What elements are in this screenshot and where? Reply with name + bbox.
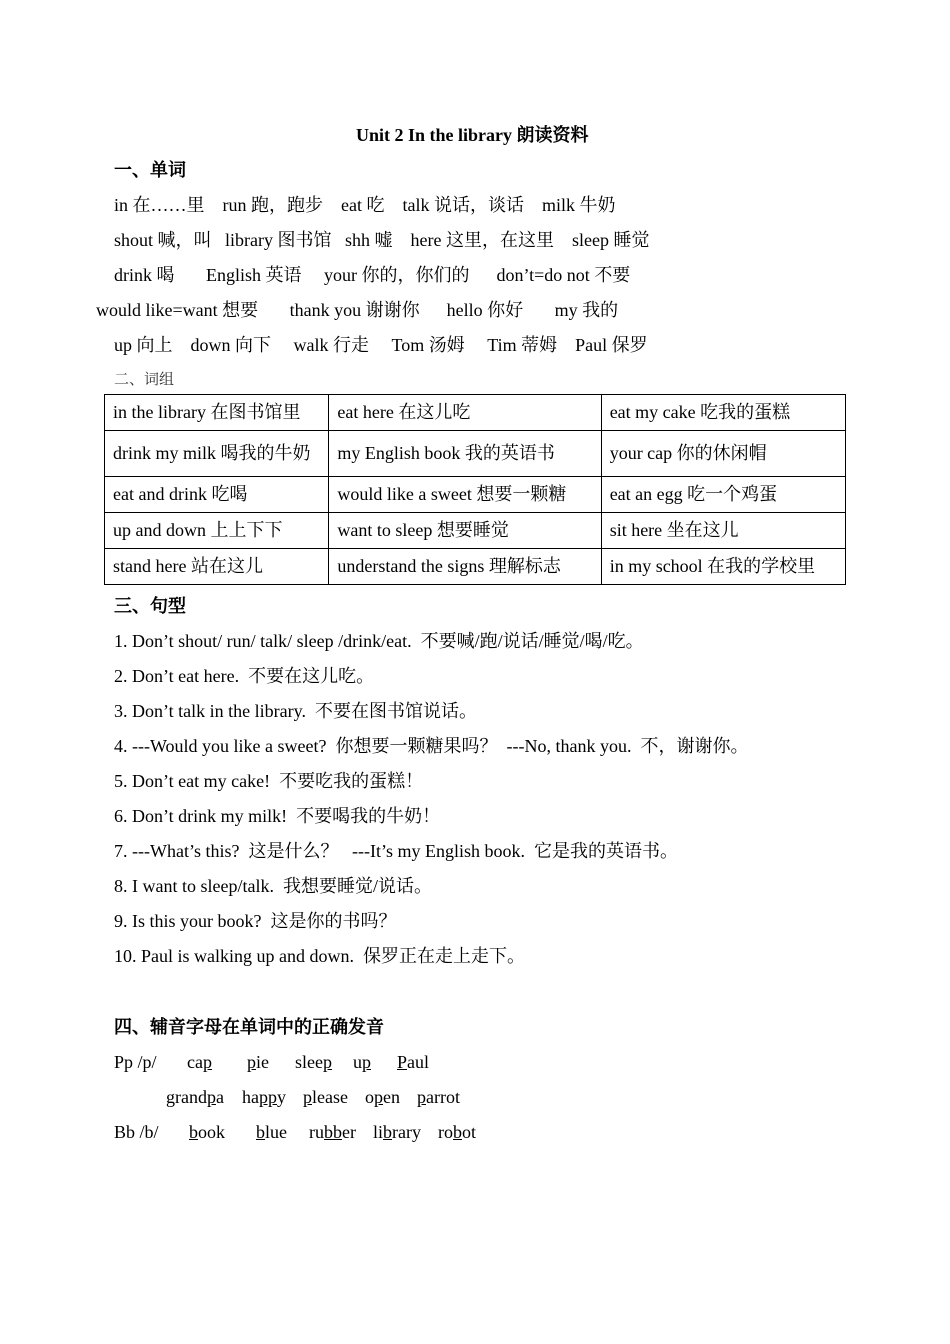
phonics-word: pie: [247, 1052, 269, 1072]
phonics-label-b: Bb /b/: [114, 1122, 159, 1142]
sentence-line: 7. ---What’s this? 这是什么？ ---It’s my English book. 它是我的英语书。: [114, 841, 678, 861]
phonics-word: parrot: [417, 1087, 460, 1107]
phonics-word: book: [189, 1122, 225, 1142]
word-line: would like=want 想要 thank you 谢谢你 hello 你好 my 我的: [96, 300, 619, 320]
table-cell-text: drink my milk 喝我的牛奶: [113, 442, 311, 463]
sentence-line: 8. I want to sleep/talk. 我想要睡觉/说话。: [114, 876, 432, 896]
table-cell: would like a sweet 想要一颗糖: [329, 477, 601, 513]
phonics-word: happy: [242, 1087, 286, 1107]
phonics-word: rubber: [309, 1122, 356, 1142]
phonics-word: please: [303, 1087, 348, 1107]
table-row: [105, 513, 846, 549]
table-cell: [105, 431, 329, 477]
section-heading-sentences: 三、句型: [114, 596, 186, 616]
table-cell: eat an egg 吃一个鸡蛋: [601, 477, 845, 513]
table-cell: your cap 你的休闲帽: [601, 431, 845, 477]
sentence-line: 9. Is this your book? 这是你的书吗？: [114, 911, 397, 931]
page-title: Unit 2 In the library 朗读资料: [356, 125, 589, 145]
sentence-line: 4. ---Would you like a sweet? 你想要一颗糖果吗？ ---No, thank you. 不，谢谢你。: [114, 736, 749, 756]
table-row: [105, 549, 846, 585]
phonics-word: open: [365, 1087, 400, 1107]
table-cell: in the library 在图书馆里: [105, 395, 329, 431]
phonics-word: Paul: [397, 1052, 430, 1072]
table-row: [105, 431, 846, 477]
sentence-line: 10. Paul is walking up and down. 保罗正在走上走下。: [114, 946, 525, 966]
phonics-label-p: Pp /p/: [114, 1052, 157, 1072]
table-cell: sit here 坐在这儿: [601, 513, 845, 549]
section-heading-words: 一、单词: [114, 160, 186, 180]
word-line: shout 喊，叫 library 图书馆 shh 嘘 here 这里，在这里 sleep 睡觉: [114, 230, 650, 250]
table-row: [105, 395, 846, 431]
table-cell: eat and drink 吃喝: [105, 477, 329, 513]
table-row: [105, 477, 846, 513]
word-line: drink 喝 English 英语 your 你的，你们的 don’t=do not 不要: [114, 265, 631, 285]
table-cell: in my school 在我的学校里: [601, 549, 845, 585]
table-cell: understand the signs 理解标志: [329, 549, 601, 585]
phrase-table: [104, 394, 846, 585]
sentence-line: 5. Don’t eat my cake! 不要吃我的蛋糕！: [114, 771, 424, 791]
sentence-line: 6. Don’t drink my milk! 不要喝我的牛奶！: [114, 806, 441, 826]
sentence-line: 2. Don’t eat here. 不要在这儿吃。: [114, 666, 375, 686]
table-cell: my English book 我的英语书: [329, 431, 601, 477]
section-heading-phrases: 二、词组: [114, 372, 175, 388]
phonics-word: robot: [438, 1122, 477, 1142]
phonics-word: up: [353, 1052, 371, 1072]
phonics-word: sleep: [295, 1052, 332, 1072]
phonics-word: library: [373, 1122, 421, 1142]
phonics-word: blue: [256, 1122, 287, 1142]
phonics-word: grandpa: [166, 1087, 224, 1107]
table-cell: up and down 上上下下: [105, 513, 329, 549]
section-heading-phonics: 四、辅音字母在单词中的正确发音: [114, 1017, 384, 1037]
sentence-line: 3. Don’t talk in the library. 不要在图书馆说话。: [114, 701, 477, 721]
sentence-line: 1. Don’t shout/ run/ talk/ sleep /drink/eat. 不要喊/跑/说话/睡觉/喝/吃。: [114, 631, 644, 651]
table-cell: want to sleep 想要睡觉: [329, 513, 601, 549]
table-cell: stand here 站在这儿: [105, 549, 329, 585]
word-line: in 在……里 run 跑，跑步 eat 吃 talk 说话，谈话 milk 牛奶: [114, 195, 616, 215]
table-cell: eat here 在这儿吃: [329, 395, 601, 431]
table-cell: eat my cake 吃我的蛋糕: [601, 395, 845, 431]
phonics-word: cap: [187, 1052, 212, 1072]
word-line: up 向上 down 向下 walk 行走 Tom 汤姆 Tim 蒂姆 Paul 保罗: [114, 335, 648, 355]
